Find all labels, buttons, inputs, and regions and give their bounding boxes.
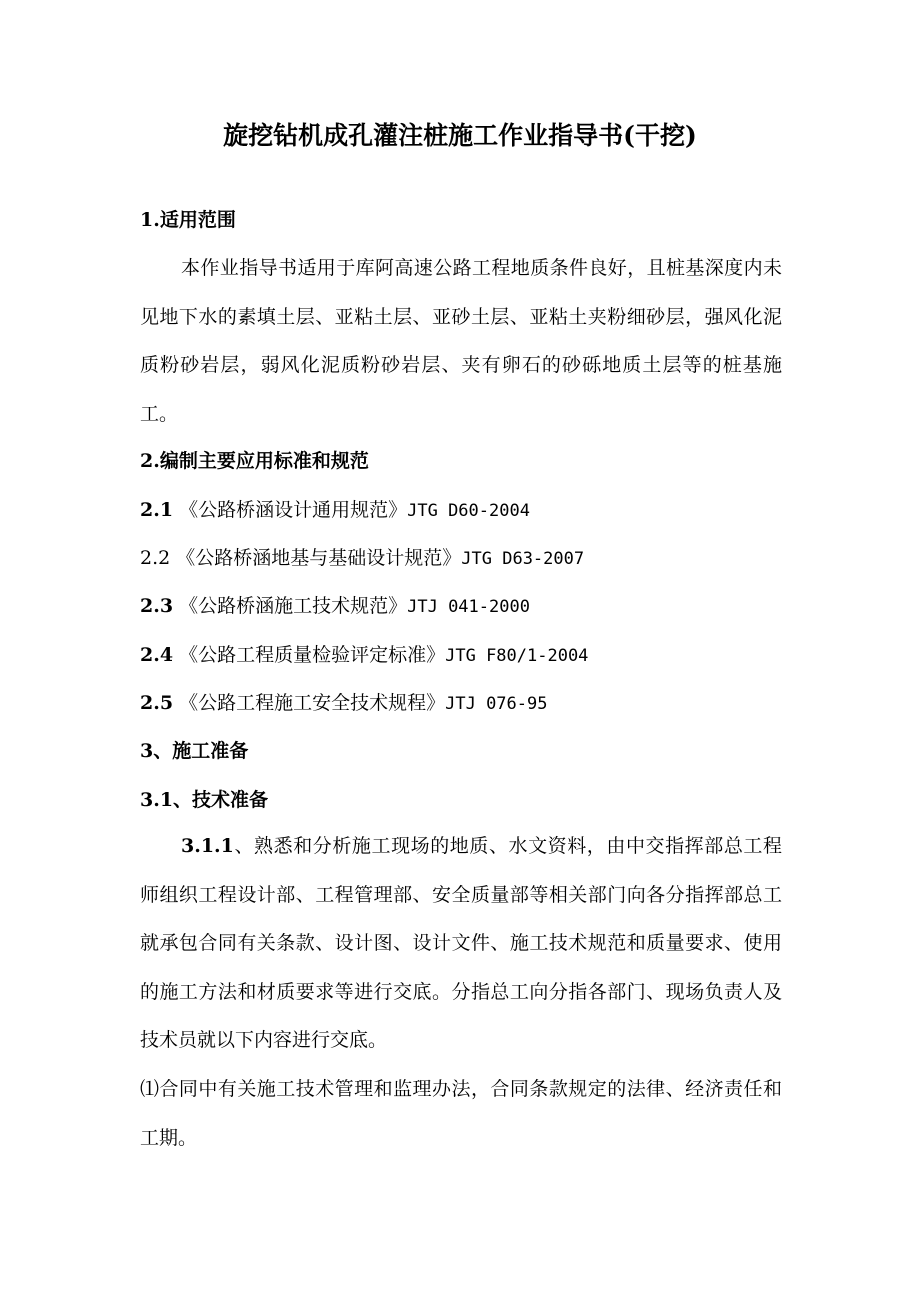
reference-code: JTJ 041-2000 xyxy=(407,597,530,617)
reference-item xyxy=(140,544,584,573)
scope-paragraph: 本作业指导书适用于库阿高速公路工程地质条件良好，且桩基深度内未见地下水的素填土层、亚粘土层、亚砂土层、亚粘土夹粉细砂层，强风化泥质粉砂岩层，弱风化泥质粉砂岩层、夹有卵石的砂砾地质土层等的桩基施工。 xyxy=(140,257,782,425)
reference-code: JTG D60-2004 xyxy=(407,501,530,521)
section-heading-preparation: 3、施工准备 xyxy=(140,740,249,762)
reference-item xyxy=(140,592,530,621)
reference-item xyxy=(140,689,547,718)
list-item: ⑴合同中有关施工技术管理和监理办法，合同条款规定的法律、经济责任和工期。 xyxy=(140,1078,782,1149)
section-heading-scope: 1.适用范围 xyxy=(140,209,236,231)
reference-number: 2.2 xyxy=(140,547,171,569)
reference-item xyxy=(140,496,530,525)
reference-name: 《公路桥涵施工技术规范》 xyxy=(179,595,408,617)
paragraph-number: 3.1.1 xyxy=(181,835,234,857)
reference-name: 《公路工程施工安全技术规程》 xyxy=(179,692,446,714)
reference-number: 2.1 xyxy=(140,499,174,521)
subsection-heading-technical: 3.1、技术准备 xyxy=(140,789,269,811)
reference-code: JTJ 076-95 xyxy=(445,694,548,714)
reference-number: 2.4 xyxy=(140,644,174,666)
section-heading-standards: 2.编制主要应用标准和规范 xyxy=(140,450,369,472)
paragraph-body: 、熟悉和分析施工现场的地质、水文资料，由中交指挥部总工程师组织工程设计部、工程管理部、安全质量部等相关部门向各分指挥部总工就承包合同有关条款、设计图、设计文件、施工技术规范和质量要求、使用的施工方法和材质要求等进行交底。分指总工向分指各部门、现场负责人及技术员就以下内容进行交底。 xyxy=(140,835,782,1051)
reference-number: 2.3 xyxy=(140,595,174,617)
reference-number: 2.5 xyxy=(140,692,174,714)
reference-name: 《公路工程质量检验评定标准》 xyxy=(179,644,446,666)
reference-item xyxy=(140,641,588,670)
technical-paragraph xyxy=(140,822,782,1065)
reference-name: 《公路桥涵地基与基础设计规范》 xyxy=(176,547,462,569)
document-title: 旋挖钻机成孔灌注桩施工作业指导书(干挖) xyxy=(223,121,697,150)
reference-code: JTG F80/1-2004 xyxy=(445,646,589,666)
reference-name: 《公路桥涵设计通用规范》 xyxy=(179,499,408,521)
reference-code: JTG D63-2007 xyxy=(461,549,585,569)
